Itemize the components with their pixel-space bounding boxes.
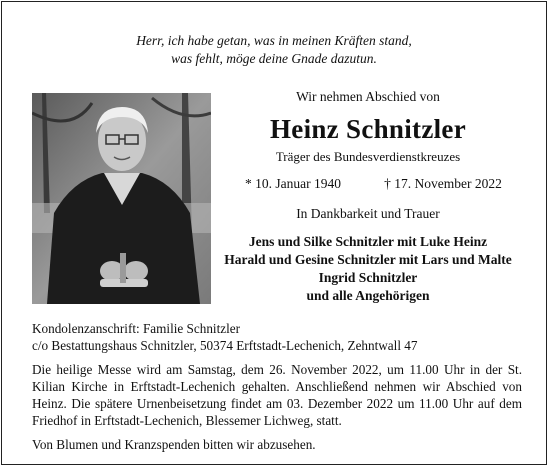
quote [2,32,546,68]
mass-details: Die heilige Messe wird am Samstag, dem 26. November 2022, um 11.00 Uhr in der St. Kilian Kirche in Erftstadt-Lechenich gehalten. Anschließend nehmen wir Abschied von Heinz. Die spätere Urnenbeisetzung findet am 03. Dezember 2022 um 11.00 Uhr auf dem Friedhof in Erftstadt-Lechenich, Blessemer Lichweg, statt. [32,362,522,428]
flowers-note: Von Blumen und Kranzspenden bitten wir abzusehen. [32,437,316,452]
condolence-address [32,320,522,354]
address-line: Kondolenzanschrift: Familie Schnitzler [32,321,241,336]
life-dates [218,175,518,193]
portrait-photo [32,93,211,304]
intro-text: Wir nehmen Abschied von [296,89,440,104]
death-date: † 17. November 2022 [384,176,502,191]
header-block [218,88,518,305]
family-member: Ingrid Schnitzler [318,270,418,285]
birth-date: * 10. Januar 1940 [245,176,341,191]
gratitude-line: In Dankbarkeit und Trauer [296,206,440,221]
details-block [32,320,522,453]
obituary-notice [1,1,547,465]
quote-line: Herr, ich habe getan, was in meinen Kräften stand, [136,33,412,48]
honor-text: Träger des Bundesverdienstkreuzes [275,149,461,164]
family-member: Harald und Gesine Schnitzler mit Lars und Malte [224,252,512,267]
family-member: und alle Angehörigen [306,288,430,303]
address-line: c/o Bestattungshaus Schnitzler, 50374 Erftstadt-Lechenich, Zehntwall 47 [32,338,418,353]
family-list [218,233,518,305]
deceased-name: Heinz Schnitzler [269,114,466,144]
quote-line: was fehlt, möge deine Gnade dazutun. [171,51,377,66]
family-member: Jens und Silke Schnitzler mit Luke Heinz [248,234,488,249]
